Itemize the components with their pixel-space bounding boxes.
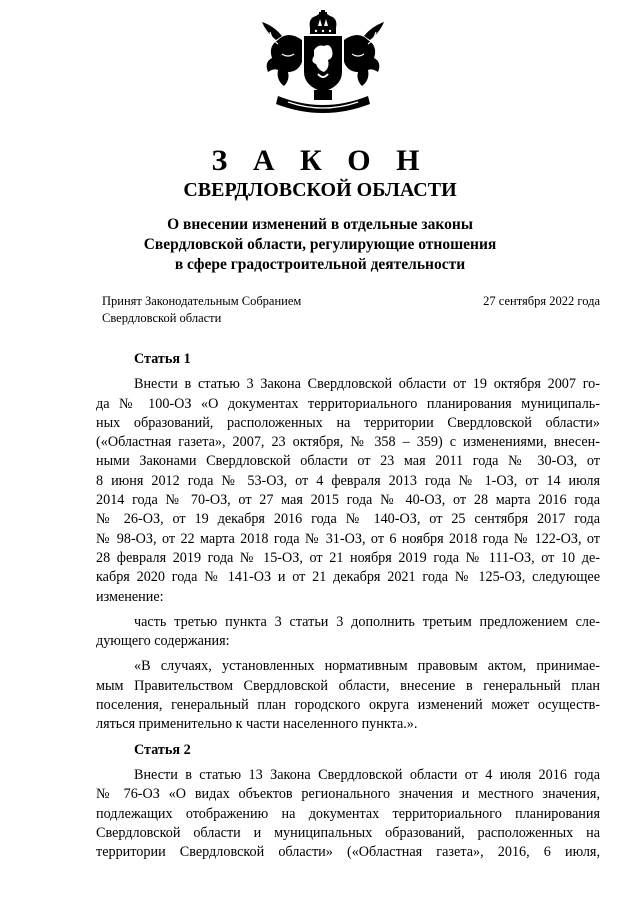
text-line: ляться применительно к части населенного пункта.». — [96, 716, 418, 733]
adoption-note — [102, 293, 301, 327]
text-line: ными Законами Свердловской области от 23 мая 2011 года № 30-ОЗ, от — [96, 453, 600, 470]
text-line: № 76-ОЗ «О видах объектов регионального значения и местного значения, — [96, 786, 600, 803]
text-line: дующего содержания: — [96, 633, 230, 650]
document-title: З А К О Н — [211, 144, 429, 177]
article-heading: Статья 1 — [134, 351, 191, 367]
text-line: подлежащих отображению на документах территориального планирования — [96, 805, 600, 822]
adoption-line: Принят Законодательным Собранием — [102, 294, 302, 308]
text-line: («Областная газета», 2007, 23 октября, № 358 – 359) с изменениями, внесен- — [96, 434, 600, 451]
document-subject — [100, 215, 540, 275]
text-line: кабря 2020 года № 141-ОЗ и от 21 декабря 2021 года № 125-ОЗ, следующее — [96, 569, 600, 586]
text-line: Внести в статью 3 Закона Свердловской области от 19 октября 2007 го- — [134, 376, 600, 393]
text-line: поселения, генеральный план городского округа изменений может осуществ- — [96, 697, 600, 714]
article-paragraph — [96, 613, 600, 652]
text-line: № 98-ОЗ, от 22 марта 2018 года № 31-ОЗ, от 6 ноября 2018 года № 122-ОЗ, от — [96, 530, 600, 547]
article-paragraph — [96, 657, 600, 734]
text-line: 28 февраля 2019 года № 15-ОЗ, от 21 ноября 2019 года № 111-ОЗ, от 10 де- — [96, 549, 600, 566]
text-line: Внести в статью 13 Закона Свердловской области от 4 июля 2016 года — [134, 766, 600, 783]
article-heading: Статья 2 — [134, 741, 191, 758]
text-line: да № 100-ОЗ «О документах территориального планирования муниципаль- — [96, 395, 600, 412]
text-line: ных образований, расположенных на территории Свердловской области» — [96, 414, 600, 431]
sverdlovsk-coat-of-arms-icon — [258, 10, 388, 122]
text-line: изменение: — [96, 588, 164, 605]
subject-line: Свердловской области, регулирующие отношения — [143, 236, 497, 253]
text-line: 8 июня 2012 года № 53-ОЗ, от 4 февраля 2013 года № 1-ОЗ, от 14 июля — [96, 472, 600, 489]
adoption-date: 27 сентября 2022 года — [483, 294, 600, 308]
text-line: «В случаях, установленных нормативным правовым актом, принимае- — [134, 658, 600, 675]
article-paragraph — [96, 375, 600, 607]
text-line: Свердловской области и муниципальных образований, расположенных на — [96, 824, 600, 841]
subject-line: в сфере градостроительной деятельности — [174, 256, 466, 273]
article-paragraph — [96, 766, 600, 862]
adoption-line: Свердловской области — [102, 311, 222, 325]
text-line: мым Правительством Свердловской области, внесение в генеральный план — [96, 677, 600, 694]
document-region: СВЕРДЛОВСКОЙ ОБЛАСТИ — [183, 179, 457, 201]
text-line: 2014 года № 70-ОЗ, от 27 мая 2015 года № 40-ОЗ, от 28 марта 2016 года — [96, 492, 600, 509]
text-line: территории Свердловской области» («Областная газета», 2016, 6 июля, — [96, 844, 600, 861]
subject-line: О внесении изменений в отдельные законы — [167, 216, 473, 233]
document-body — [96, 350, 600, 862]
text-line: часть третью пункта 3 статьи 3 дополнить третьим предложением сле- — [134, 613, 600, 630]
text-line: № 26-ОЗ, от 19 декабря 2016 года № 140-ОЗ, от 25 сентября 2017 года — [96, 511, 600, 528]
